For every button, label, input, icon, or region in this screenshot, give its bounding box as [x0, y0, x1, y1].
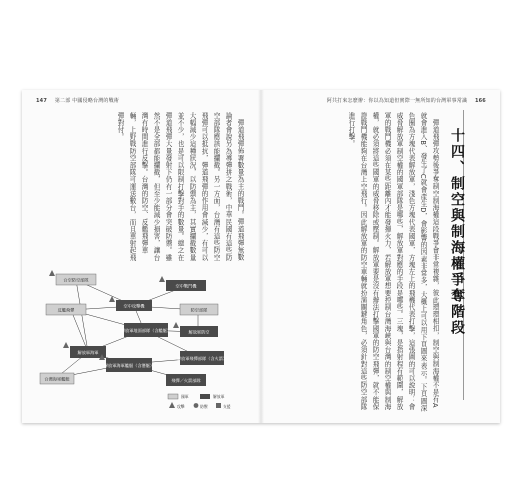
right-running-head — [327, 97, 486, 104]
left-body-paragraph: 彈道飛彈佈署數量為主的戰鬥。彈道飛彈無數論者會說另為導彈拼之戰術，中華民國有這些防空部隊應該能攔截。另一方面，台灣有這些防空飛彈可以抵抗，彈道飛彈的作用會減少，有可以大幅減少這種狀況，以防禦為主，其實攔截數量並不少，也是可以限制打擊對手的數量。總之在彈道飛彈大量發射下仍有一部分會突破防禦。雖然不是全部都能攔截，但至少能減少損害，讓台灣有時間進行反擊。台灣的防空、反艦飛彈車輛，上野戰防空部隊可運送數台，而且車射起飛彈對付。 — [116, 112, 244, 262]
diagram-node — [177, 351, 227, 365]
support-icon — [216, 403, 221, 408]
diagram-node — [121, 323, 171, 337]
relationship-diagram — [36, 266, 256, 414]
svg-text:飛彈／火箭部隊: 飛彈／火箭部隊 — [171, 378, 201, 383]
right-head-text: 阿共打來怎麼辦：你以為知道但實際一無所知的台灣軍事常識 — [326, 98, 468, 104]
left-running-head — [36, 97, 119, 104]
svg-text:解放軍海軍艦艇（含潛艇）: 解放軍海軍艦艇（含潛艇） — [103, 363, 155, 368]
right-page — [261, 90, 500, 423]
svg-text:解放軍地面部隊（含艦艇）: 解放軍地面部隊（含艦艇） — [120, 328, 172, 333]
diagram-node — [166, 280, 206, 291]
svg-text:解放軍飛彈部隊（含火箭）: 解放軍飛彈部隊（含火箭） — [176, 356, 228, 361]
right-body-text — [273, 112, 441, 412]
diagram-node — [116, 300, 152, 311]
right-page-number: 166 — [474, 98, 486, 104]
svg-text:防空部隊: 防空部隊 — [190, 307, 208, 313]
diagram-node — [70, 346, 106, 358]
chapter-title: 十四、制空與制海權爭奪階段 — [449, 128, 465, 336]
svg-text:國軍: 國軍 — [181, 394, 189, 399]
attack-icon — [169, 402, 175, 408]
svg-text:防禦: 防禦 — [200, 404, 208, 409]
left-head-text: 第二部 中國侵略台灣的戰術 — [54, 98, 120, 104]
svg-text:解放軍: 解放軍 — [213, 394, 225, 399]
book-spread — [22, 90, 500, 423]
diagram-node — [46, 304, 86, 315]
svg-text:解放軍防空: 解放軍防空 — [188, 329, 210, 335]
left-body-text — [36, 112, 246, 262]
diagram-legend — [168, 394, 231, 409]
left-page — [22, 90, 261, 423]
svg-text:反艦飛彈: 反艦飛彈 — [57, 307, 75, 313]
left-page-number: 147 — [36, 98, 48, 104]
right-body-paragraph: 彈道飛彈攻勢後爭奪制空制海權這段戰爭會非常複雜，彼此環環相扣，制空與制海權不是有A就會進入B、發生了C就會產生D，會影響的因素非常多，大概上可以用下頁圖來表示。下頁圖深色圈為方塊代表解放軍，淺色方塊代表國軍，方塊左上的飛機代表打擊，這張圖的可以說明：會威脅解放軍制空權的國軍部隊是哪些，解放軍對應的手段是哪些。三塊，是指射程有範圍，解放軍的戰鬥機必須在某些距離內才能發揮火力，若解放軍想要控制台灣海峽與台灣的制空權與制海權，就必須將這些國軍的威脅移除或壓制。解放軍要是沒有辦法打擊國軍的防空飛彈，就不能保證戰鬥機能夠在台灣上空飛行。因此解放軍的防空車輛就扮演關鍵角色，必須針對這些防空部隊進行打擊。 — [347, 112, 439, 412]
diagram-node — [40, 373, 74, 384]
svg-text:台空防空部隊: 台空防空部隊 — [63, 277, 89, 283]
diagram-node — [166, 374, 206, 386]
svg-text:攻擊: 攻擊 — [177, 404, 185, 409]
svg-text:解放軍海軍: 解放軍海軍 — [77, 350, 99, 355]
diagram-node — [104, 358, 154, 372]
defense-icon — [194, 403, 199, 408]
svg-text:台灣海軍艦艇: 台灣海軍艦艇 — [44, 376, 70, 382]
diagram-node — [56, 274, 96, 285]
diagram-node — [180, 304, 218, 315]
svg-text:空中戰鬥機: 空中戰鬥機 — [175, 283, 197, 289]
svg-text:空中攻擊機: 空中攻擊機 — [123, 303, 145, 309]
svg-text:支援: 支援 — [223, 404, 231, 409]
diagram-node — [180, 326, 218, 337]
